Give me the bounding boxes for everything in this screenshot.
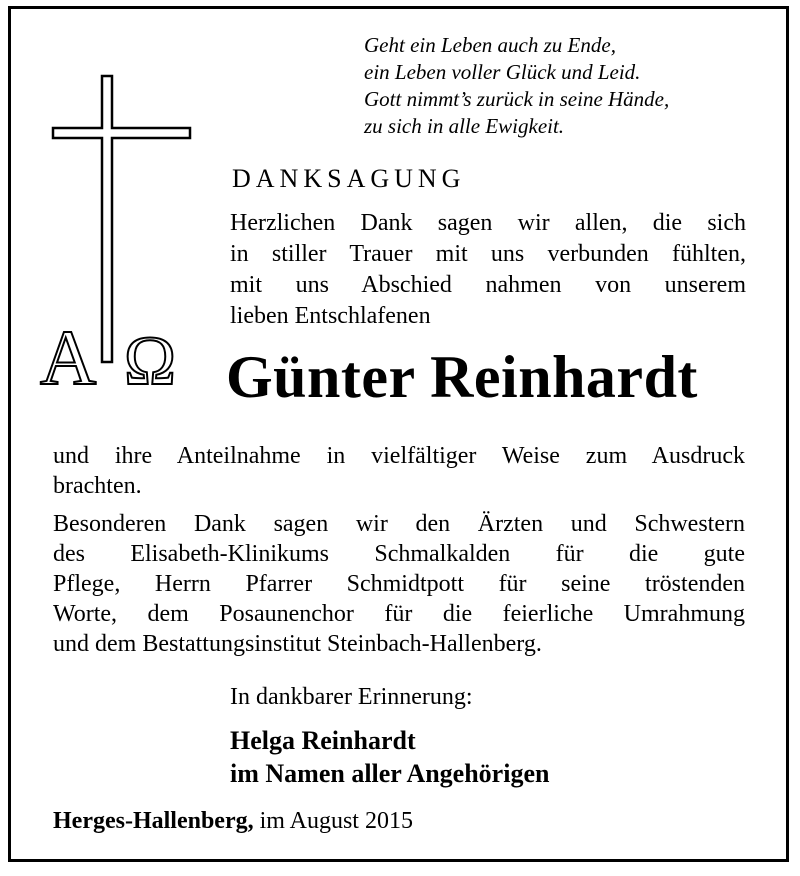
footer-place: Herges-Hallenberg, bbox=[53, 808, 254, 834]
signer-name: Helga Reinhardt bbox=[230, 726, 416, 755]
poem-line: Geht ein Leben auch zu Ende, bbox=[364, 33, 616, 57]
poem bbox=[364, 32, 669, 140]
body-line: des Elisabeth-Klinikums Schmalkalden für die gute bbox=[53, 541, 745, 567]
body-paragraph-1 bbox=[53, 441, 745, 501]
body-line: Besonderen Dank sagen wir den Ärzten und Schwestern bbox=[53, 511, 745, 537]
poem-line: Gott nimmt’s zurück in seine Hände, bbox=[364, 87, 670, 111]
signer-on-behalf: im Namen aller Angehörigen bbox=[230, 759, 550, 788]
signers bbox=[230, 724, 549, 790]
cross-alpha-omega-icon bbox=[38, 72, 198, 407]
heading: DANKSAGUNG bbox=[232, 164, 466, 193]
memory-line: In dankbarer Erinnerung: bbox=[230, 684, 473, 710]
poem-line: ein Leben voller Glück und Leid. bbox=[364, 60, 641, 84]
intro-text bbox=[230, 208, 746, 332]
intro-line: lieben Entschlafenen bbox=[230, 303, 431, 329]
alpha-icon: A bbox=[40, 314, 97, 401]
intro-line: mit uns Abschied nahmen von unserem bbox=[230, 272, 746, 298]
body-line: Pflege, Herrn Pfarrer Schmidtpott für seine tröstenden bbox=[53, 571, 745, 597]
omega-icon: Ω bbox=[124, 323, 177, 400]
body-line: brachten. bbox=[53, 473, 142, 499]
deceased-name: Günter Reinhardt bbox=[226, 344, 698, 410]
intro-line: Herzlichen Dank sagen wir allen, die sich bbox=[230, 210, 746, 236]
footer bbox=[53, 808, 413, 835]
footer-date: im August 2015 bbox=[253, 808, 413, 834]
poem-line: zu sich in alle Ewigkeit. bbox=[364, 114, 565, 138]
body-line: und dem Bestattungsinstitut Steinbach-Hallenberg. bbox=[53, 631, 542, 657]
body-line: und ihre Anteilnahme in vielfältiger Weise zum Ausdruck bbox=[53, 443, 745, 469]
body-paragraph-2 bbox=[53, 509, 745, 659]
intro-line: in stiller Trauer mit uns verbunden fühlten, bbox=[230, 241, 746, 267]
body-line: Worte, dem Posaunenchor für die feierliche Umrahmung bbox=[53, 601, 745, 627]
